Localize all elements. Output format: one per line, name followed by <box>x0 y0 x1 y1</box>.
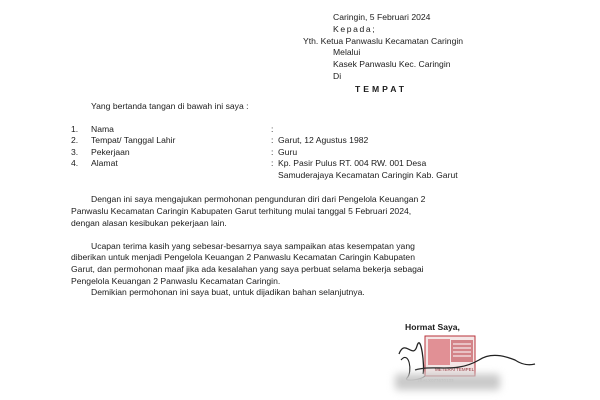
field-colon: : <box>271 135 274 145</box>
paragraph-line: diberikan untuk menjadi Pengelola Keuangan 2 Panwaslu Kecamatan Caringin Kabupaten <box>71 252 415 262</box>
field-label-birth: Tempat/ Tanggal Lahir <box>91 135 176 145</box>
field-number: 4. <box>71 158 79 168</box>
field-value-job: Guru <box>278 147 298 157</box>
kasek-line: Kasek Panwaslu Kec. Caringin <box>333 59 451 69</box>
tempat-heading: TEMPAT <box>355 84 408 94</box>
paragraph-line: Ucapan terima kasih yang sebesar-besarnya saya sampaikan atas kesempatan yang <box>91 241 415 251</box>
field-number: 1. <box>71 124 79 134</box>
paragraph-line: Panwaslu Kecamatan Caringin Kabupaten Garut terhitung mulai tanggal 5 Februari 2024, <box>71 206 412 216</box>
stamp-pattern <box>451 340 473 362</box>
field-number: 2. <box>71 135 79 145</box>
redacted-name <box>395 374 500 390</box>
paragraph-line: Pengelola Keuangan 2 Panwaslu Kecamatan Caringin. <box>71 276 281 286</box>
hormat-saya: Hormat Saya, <box>405 322 460 332</box>
field-value-address-line2: Samuderajaya Kecamatan Caringin Kab. Garut <box>278 170 458 180</box>
stamp-text: METERAI TEMPEL <box>435 367 475 372</box>
kepada-label: Kepada; <box>333 24 377 34</box>
field-label-address: Alamat <box>91 158 118 168</box>
stamp-emblem <box>428 339 450 365</box>
melalui-line: Melalui <box>333 47 361 57</box>
field-colon: : <box>271 147 274 157</box>
name-redaction <box>276 122 431 136</box>
field-value-address: Kp. Pasir Pulus RT. 004 RW. 001 Desa <box>278 158 427 168</box>
field-label-job: Pekerjaan <box>91 147 130 157</box>
paragraph-line: Demikian permohonan ini saya buat, untuk dijadikan bahan selanjutnya. <box>91 287 365 297</box>
field-colon: : <box>271 124 274 134</box>
paragraph-line: dengan alasan kesibukan pekerjaan lain. <box>71 218 227 228</box>
paragraph-line: Garut, dan permohonan maaf jika ada kesalahan yang saya perbuat selama bekerja sebagai <box>71 264 424 274</box>
di-line: Di <box>333 71 342 81</box>
paragraph-line: Dengan ini saya mengajukan permohonan pengunduran diri dari Pengelola Keuangan 2 <box>91 194 426 204</box>
place-date: Caringin, 5 Februari 2024 <box>333 12 431 22</box>
recipient-line: Yth. Ketua Panwaslu Kecamatan Caringin <box>303 36 464 46</box>
field-number: 3. <box>71 147 79 157</box>
field-label-nama: Nama <box>91 124 114 134</box>
field-colon: : <box>271 158 274 168</box>
intro-text: Yang bertanda tangan di bawah ini saya : <box>91 101 249 111</box>
field-value-birth: Garut, 12 Agustus 1982 <box>278 135 369 145</box>
